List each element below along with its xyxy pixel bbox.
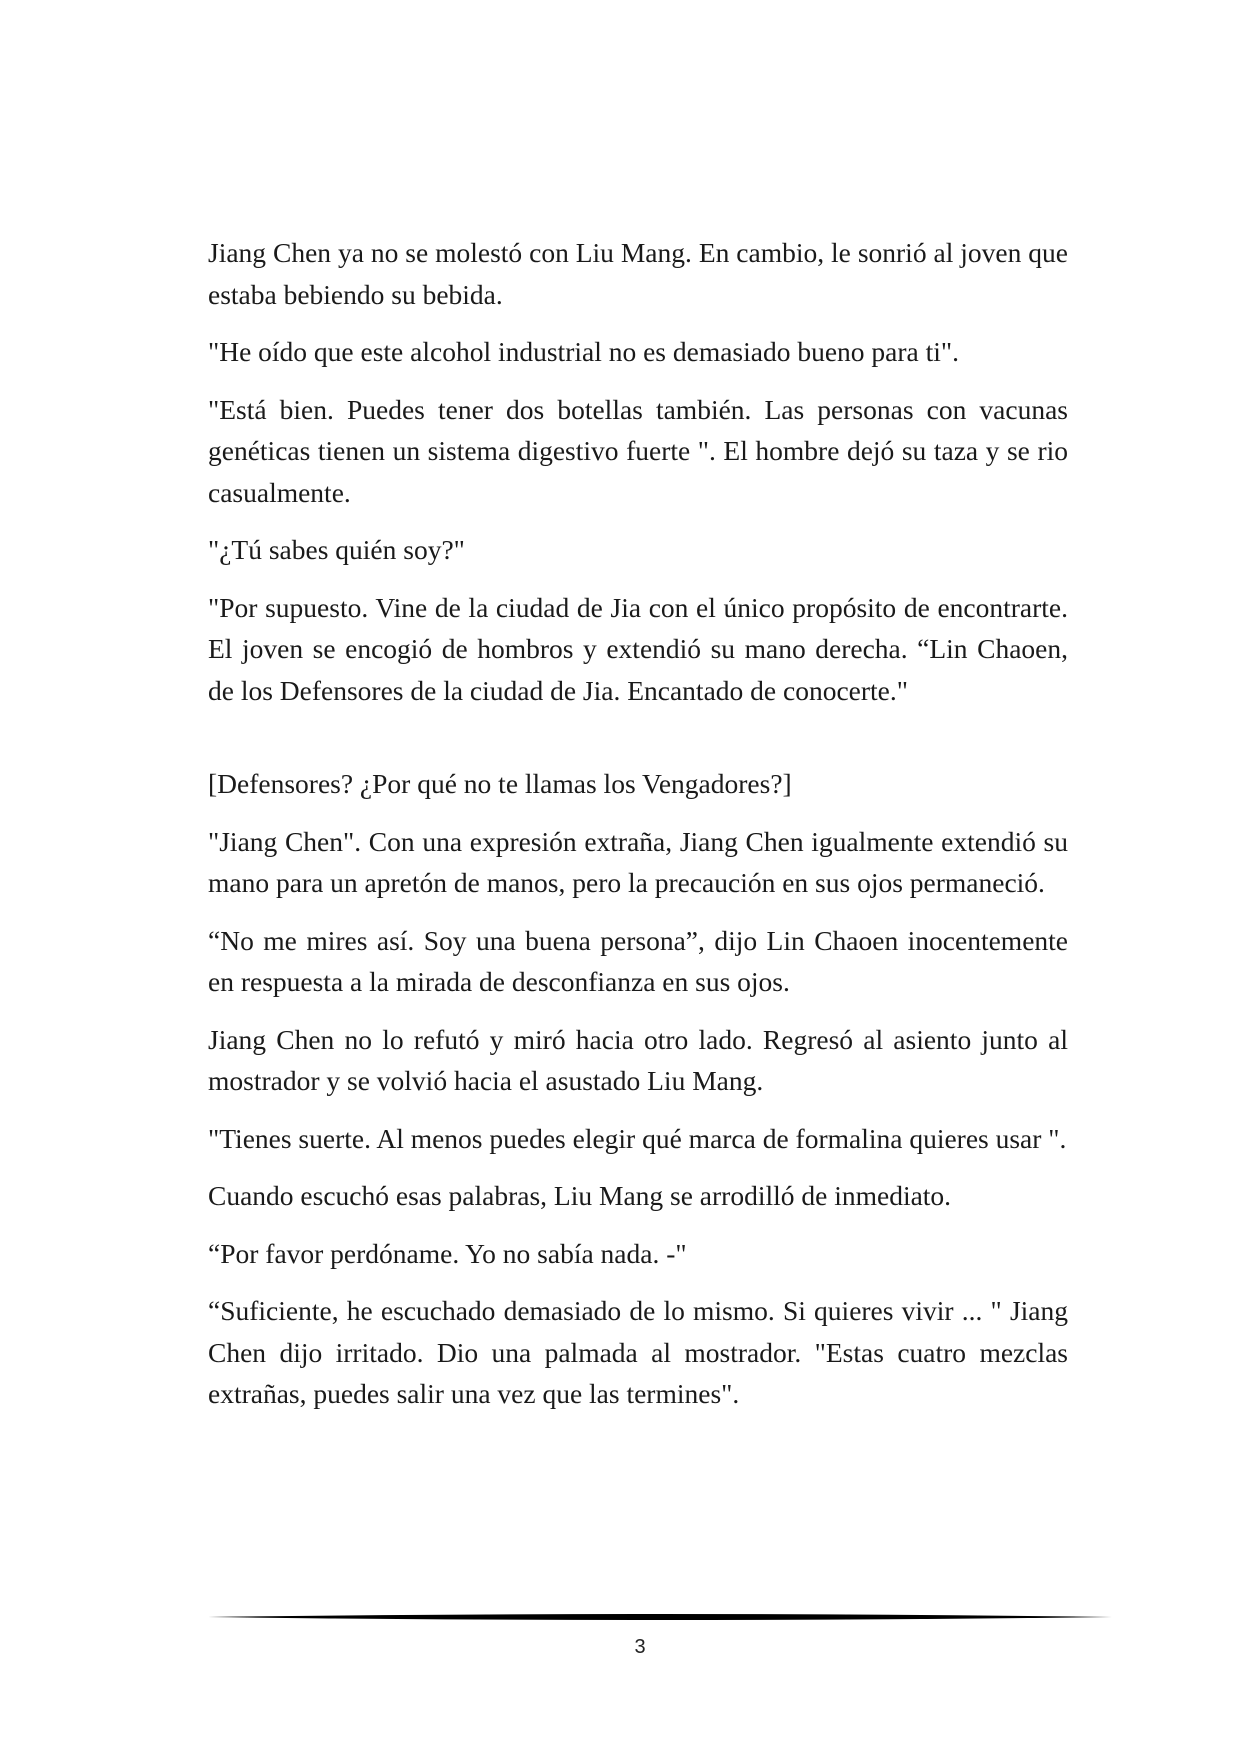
- paragraph: "He oído que este alcohol industrial no es demasiado bueno para ti".: [208, 336, 959, 367]
- footer-divider: [208, 1612, 1112, 1622]
- paragraph: “Por favor perdóname. Yo no sabía nada. -": [208, 1237, 687, 1269]
- paragraph: "Por supuesto. Vine de la ciudad de Jia con el único propósito de encontrarte. El joven se encogió de hombros y extendió su mano derecha. “Lin Chaoen, de los Defensores de la ciudad de Jia. Encantado de conocerte.": [208, 591, 1068, 706]
- paragraph: "Tienes suerte. Al menos puedes elegir qué marca de formalina quieres usar ".: [208, 1122, 1067, 1154]
- paragraph: "¿Tú sabes quién soy?": [208, 534, 465, 565]
- paragraph: Cuando escuchó esas palabras, Liu Mang se arrodilló de inmediato.: [208, 1180, 952, 1211]
- paragraph: "Jiang Chen". Con una expresión extraña, Jiang Chen igualmente extendió su mano para un apretón de manos, pero la precaución en sus ojos permaneció.: [208, 825, 1068, 898]
- footer-divider-shape: [208, 1614, 1112, 1620]
- paragraph: Jiang Chen no lo refutó y miró hacia otro lado. Regresó al asiento junto al mostrador y se volvió hacia el asustado Liu Mang.: [208, 1023, 1068, 1096]
- paragraph: “Suficiente, he escuchado demasiado de lo mismo. Si quieres vivir ... " Jiang Chen dijo irritado. Dio una palmada al mostrador. "Estas cuatro mezclas extrañas, puedes salir una vez que las termines".: [208, 1295, 1068, 1409]
- paragraph: “No me mires así. Soy una buena persona”, dijo Lin Chaoen inocentemente en respuesta a la mirada de desconfianza en sus ojos.: [208, 924, 1068, 997]
- page-body-text: [208, 232, 1068, 1431]
- page-number: 3: [634, 1636, 646, 1658]
- paragraph: "Está bien. Puedes tener dos botellas también. Las personas con vacunas genéticas tienen un sistema digestivo fuerte ". El hombre dejó su taza y se rio casualmente.: [208, 393, 1068, 508]
- paragraph: Jiang Chen ya no se molestó con Liu Mang. En cambio, le sonrió al joven que estaba bebiendo su bebida.: [208, 237, 1068, 310]
- paragraph: [Defensores? ¿Por qué no te llamas los Vengadores?]: [208, 768, 792, 799]
